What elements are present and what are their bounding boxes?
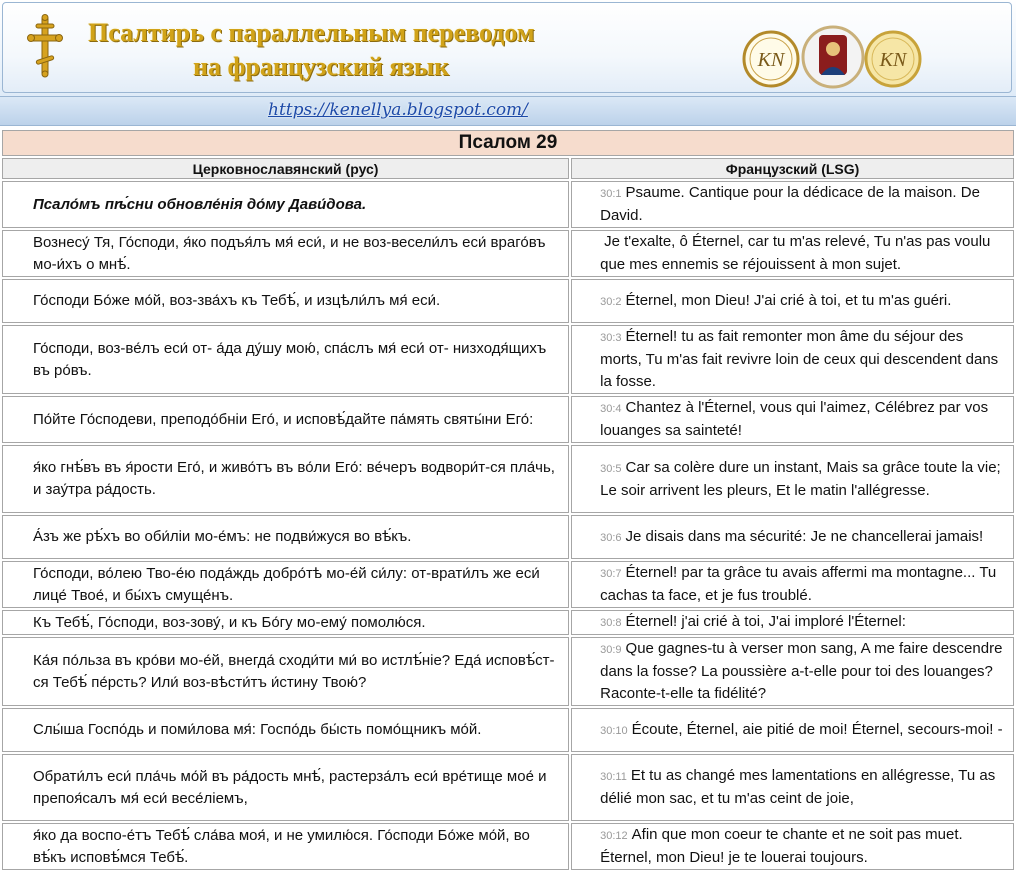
verse-number: 30:2 bbox=[600, 295, 622, 308]
table-row bbox=[2, 708, 1014, 752]
table-row bbox=[2, 181, 1014, 228]
french-verse bbox=[571, 637, 1014, 706]
verse-number: 30:5 bbox=[600, 462, 622, 475]
french-verse bbox=[571, 823, 1014, 870]
verse-number: 30:10 bbox=[600, 724, 628, 737]
french-text: Que gagnes-tu à verser mon sang, A me faire descendre dans la fosse? La poussière a-t-elle pour toi des louanges? Raconte-t-elle ta fidélité? bbox=[600, 640, 1003, 702]
kn-logo-right bbox=[866, 32, 920, 86]
verse-number: 30:1 bbox=[600, 188, 622, 200]
table-row bbox=[2, 325, 1014, 394]
verse-number: 30:12 bbox=[600, 830, 628, 842]
french-verse bbox=[571, 230, 1014, 277]
column-header-slavonic: Церковнославянский (рус) bbox=[2, 158, 569, 179]
french-verse bbox=[571, 396, 1014, 443]
psalm-title: Псалом 29 bbox=[2, 130, 1014, 156]
table-row bbox=[2, 515, 1014, 559]
verse-number: 30:9 bbox=[600, 644, 622, 656]
kn-logo-left bbox=[744, 32, 798, 86]
slavonic-verse: Го́споди, во́лею Тво-е́ю пода́ждь добро́тѣ мо-е́й си́лу: от-врати́лъ же еси́ лице́ Твое́, и бы́хъ смуще́нъ. bbox=[2, 561, 569, 608]
french-text: Psaume. Cantique pour la dédicace de la maison. De David. bbox=[600, 184, 980, 224]
slavonic-verse: А́зъ же рѣ́хъ во оби́ліи мо-е́мъ: не подви́жуся во вѣ́къ. bbox=[2, 515, 569, 559]
french-verse bbox=[571, 445, 1014, 513]
verse-number: 30:11 bbox=[600, 771, 627, 783]
slavonic-verse: Слы́ша Госпо́дь и поми́лова мя́: Госпо́дь бы́сть помо́щникъ мо́й. bbox=[2, 708, 569, 752]
header-box bbox=[2, 2, 1012, 93]
site-title-line1: Псалтирь с параллельным переводом bbox=[88, 18, 535, 47]
slavonic-verse: Къ Тебѣ́, Го́споди, воз-зову́, и къ Бо́гу мо-ему́ помолю́ся. bbox=[2, 610, 569, 635]
header-banner bbox=[0, 0, 1016, 126]
french-text: Je disais dans ma sécurité: Je ne chancellerai jamais! bbox=[625, 527, 984, 545]
table-row bbox=[2, 823, 1014, 870]
slavonic-verse: Го́споди Бо́же мо́й, воз-зва́хъ къ Тебѣ́, и изцѣли́лъ мя́ еси́. bbox=[2, 279, 569, 323]
slavonic-verse: я́ко да воспо-е́тъ Тебѣ́ сла́ва моя́, и не умилю́ся. Го́споди Бо́же мо́й, во вѣ́къ исповѣ́мся Тебѣ́. bbox=[2, 823, 569, 870]
table-row bbox=[2, 754, 1014, 821]
orthodox-cross-icon bbox=[27, 15, 63, 77]
french-verse bbox=[571, 279, 1014, 323]
french-verse bbox=[571, 181, 1014, 228]
table-row bbox=[2, 279, 1014, 323]
psalter-table-wrap bbox=[0, 128, 1016, 866]
verse-number: 30:7 bbox=[600, 568, 622, 580]
slavonic-verse: Го́споди, воз-ве́лъ еси́ от- а́да ду́шу мою́, спа́слъ мя́ еси́ от- низходя́щихъ въ ро́въ. bbox=[2, 325, 569, 394]
column-header-french: Французский (LSG) bbox=[571, 158, 1014, 179]
french-verse bbox=[571, 515, 1014, 559]
verse-number: 30:6 bbox=[600, 531, 622, 544]
french-text: Et tu as changé mes lamentations en allégresse, Tu as délié mon sac, et tu m'as ceint de joie, bbox=[600, 767, 996, 807]
french-text: Chantez à l'Éternel, vous qui l'aimez, Célébrez par vos louanges sa sainteté! bbox=[600, 399, 989, 439]
slavonic-verse: я́ко гнѣ́въ въ я́рости Его́, и живо́тъ въ во́ли Его́: ве́черъ водвори́т-ся пла́чь, и зау́тра ра́дость. bbox=[2, 445, 569, 513]
verse-number: 30:8 bbox=[600, 617, 622, 629]
table-row bbox=[2, 637, 1014, 706]
table-row bbox=[2, 445, 1014, 513]
table-row bbox=[2, 230, 1014, 277]
site-title-line2: на французский язык bbox=[193, 52, 450, 81]
psalter-table bbox=[0, 128, 1016, 872]
table-row bbox=[2, 610, 1014, 635]
verse-number: 30:3 bbox=[600, 332, 622, 344]
logo-text-left: KN bbox=[757, 49, 785, 71]
french-text: Afin que mon coeur te chante et ne soit pas muet. Éternel, mon Dieu! je te louerai toujours. bbox=[600, 826, 963, 866]
french-text: Éternel, mon Dieu! J'ai crié à toi, et tu m'as guéri. bbox=[625, 291, 952, 309]
french-verse bbox=[571, 708, 1014, 752]
french-text: Éternel! j'ai crié à toi, J'ai imploré l'Éternel: bbox=[625, 613, 906, 630]
icon-medallion bbox=[803, 27, 863, 87]
french-text: Car sa colère dure un instant, Mais sa grâce toute la vie; Le soir arrivent les pleurs, Et le matin l'allégresse. bbox=[600, 458, 1001, 499]
french-verse bbox=[571, 561, 1014, 608]
blog-link[interactable]: https://kenellya.blogspot.com/ bbox=[268, 100, 528, 120]
french-text: Éternel! tu as fait remonter mon âme du séjour des morts, Tu m'as fait revivre loin de ceux qui descendent dans la fosse. bbox=[600, 328, 999, 390]
header-logos bbox=[743, 19, 923, 99]
table-row bbox=[2, 396, 1014, 443]
slavonic-verse: Псало́мъ пѣ́сни обновле́нія до́му Дави́дова. bbox=[2, 181, 569, 228]
slavonic-verse: Вознесу́ Тя, Го́споди, я́ко подъя́лъ мя́ еси́, и не воз-весели́лъ еси́ враго́въ мо-и́хъ о мнѣ́. bbox=[2, 230, 569, 277]
french-text: Je t'exalte, ô Éternel, car tu m'as relevé, Tu n'as pas voulu que mes ennemis se réjouissent à mon sujet. bbox=[600, 233, 991, 273]
french-verse bbox=[571, 610, 1014, 635]
slavonic-verse: По́йте Го́сподеви, преподо́бніи Его́, и исповѣ́дайте па́мять святы́ни Его́: bbox=[2, 396, 569, 443]
slavonic-verse: Обрати́лъ еси́ пла́чь мо́й въ ра́дость мнѣ́, растерза́лъ еси́ вре́тище мое́ и препоя́салъ мя́ еси́ весе́ліемъ, bbox=[2, 754, 569, 821]
logo-text-right: KN bbox=[879, 49, 907, 71]
french-text: Écoute, Éternel, aie pitié de moi! Éternel, secours-moi! - bbox=[631, 720, 1003, 738]
french-verse bbox=[571, 325, 1014, 394]
french-text: Éternel! par ta grâce tu avais affermi ma montagne... Tu cachas ta face, et je fus troublé. bbox=[600, 564, 997, 604]
slavonic-verse: Ка́я по́льза въ кро́ви мо-е́й, внегда́ сходи́ти ми́ во истлѣ́ніе? Еда́ исповѣ́ст-ся Тебѣ́ пе́рсть? Или́ воз-вѣсти́тъ и́стину Твою́? bbox=[2, 637, 569, 706]
french-verse bbox=[571, 754, 1014, 821]
table-row bbox=[2, 561, 1014, 608]
verse-number: 30:4 bbox=[600, 403, 622, 415]
